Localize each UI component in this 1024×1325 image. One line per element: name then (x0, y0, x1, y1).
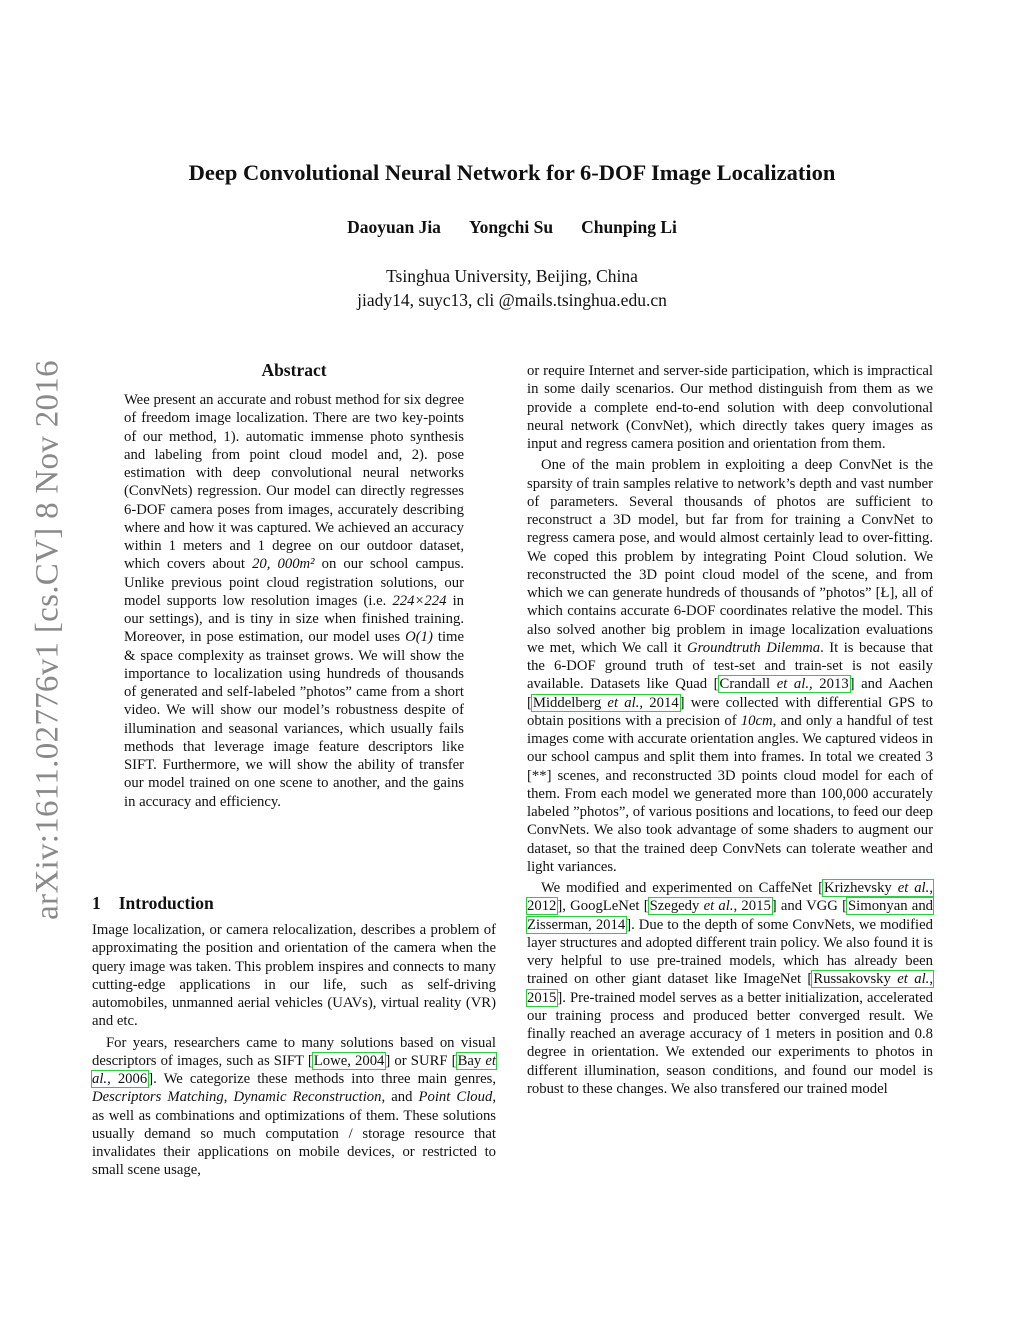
arxiv-stamp: arXiv:1611.02776v1 [cs.CV] 8 Nov 2016 (29, 360, 66, 920)
introduction-body (92, 921, 496, 1180)
author-list (0, 217, 1024, 238)
citation-link[interactable]: Szegedy et al., 2015 (649, 898, 771, 915)
citation-link[interactable]: Lowe, 2004 (313, 1052, 385, 1069)
citation-link[interactable]: Russakovsky et al., 2015 (527, 971, 934, 1006)
abstract-heading: Abstract (261, 360, 327, 380)
math-complexity: O(1) (405, 629, 433, 646)
intro-paragraph: For years, researchers came to many solutions based on visual descriptors of images, such as SIFT [Lowe, 2004] or SURF [Bay et al., 2006]. We categorize these methods into three main genres, Descriptors Matching, Dynamic Reconstruction, and Point Cloud, as well as combinations and optimizations of them. These solutions usually demand so much computation / storage resource that invalidates their applications on mobile devices, or restricted to small scene usage, (92, 1034, 496, 1179)
body-paragraph: or require Internet and server-side participation, which is impractical in some daily scenarios. Our method distinguish from them as we provide a complete end-to-end solution with deep convolutional neural network (ConvNet), which directly takes query images as input and regress camera position and orientation from them. (527, 363, 933, 452)
section-heading-introduction (92, 893, 214, 914)
author-name: Yongchi Su (468, 217, 554, 237)
paper-title: Deep Convolutional Neural Network for 6-DOF Image Localization (188, 160, 836, 185)
citation-link[interactable]: Simonyan and Zisserman, 2014 (527, 898, 934, 933)
citation-link[interactable]: Bay et al., 2006 (92, 1052, 496, 1087)
citation-link[interactable]: Crandall et al., 2013 (719, 676, 849, 693)
author-name: Chunping Li (581, 217, 677, 237)
affiliation: Tsinghua University, Beijing, China (386, 266, 638, 286)
affiliation-block (0, 264, 1024, 312)
author-emails: jiady14, suyc13, cli @mails.tsinghua.edu.cn (357, 290, 667, 310)
author-name: Daoyuan Jia (347, 217, 441, 237)
math-area: 20, 000m² (252, 556, 315, 573)
math-resolution: 224×224 (392, 592, 447, 609)
citation-link[interactable]: Krizhevsky et al., 2012 (527, 880, 933, 915)
citation-link[interactable]: Middelberg et al., 2014 (532, 694, 679, 711)
body-paragraph: One of the main problem in exploiting a deep ConvNet is the sparsity of train samples relative to network’s depth and vast number of parameters. Several thousands of photos are sufficient to reconstruct a 3D model, but far from for training a ConvNet to regress camera pose, and would almost certainly lead to over-fitting. We coped this problem by integrating Point Cloud solution. We reconstructed the 3D point cloud model of the scene, and from which we can generate hundreds of thousands of ”photos” [Ł], all of which contains accurate 6-DOF coordinates relative the model. This also solved another big problem in image localization evaluations we met, which We call it Groundtruth Dilemma. It is because that the 6-DOF ground truth of test-set and train-set is not easily available. Datasets like Quad [Crandall et al., 2013] and Aachen [Middelberg et al., 2014] were collected with differential GPS to obtain positions with a precision of 10cm, and only a handful of test images come with accurate orientation angles. We captured videos in our school campus and split them into frames. In total we created 3 [**] scenes, and reconstructed 3D points cloud model for each of them. From each model we generated more than 100,000 accurately labeled ”photos”, of various positions and locations, to feed our deep ConvNets. We also took advantage of some shaders to augment our dataset, so that the trained deep ConvNets can tolerate weather and light variances. (527, 457, 934, 875)
abstract-body (124, 391, 464, 811)
body-paragraph: We modified and experimented on CaffeNet [Krizhevsky et al., 2012], GoogLeNet [Szegedy et al., 2015] and VGG [Simonyan and Zisserman, 2014]. Due to the depth of some ConvNets, we modified layer structures and adopted different train policy. We also found it is very helpful to use pre-trained models, which has already been trained on other giant dataset like ImageNet [Russakovsky et al., 2015]. Pre-trained model serves as a better initialization, accelerated our training process and produced better converged result. We finally reached an average accuracy of 1 meters in position and 0.8 degree in orientation. We extended our experiments to photos in different illumination, season conditions, and found our model is robust to these changes. We also transfered our trained model (527, 880, 934, 1097)
abstract-paragraph: Wee present an accurate and robust method for six degree of freedom image localization. There are two key-points of our method, 1). automatic immense photo synthesis and labeling from point cloud model and, 2). pose estimation with deep convolutional neural networks (ConvNets) regression. Our model can directly regresses 6-DOF camera poses from images, accurately describing where and how it was captured. We achieved an accuracy within 1 meters and 1 degree on our outdoor dataset, which covers about 20, 000m² on our school campus. Unlike previous point cloud registration solutions, our model supports low resolution images (i.e. 224×224 in our settings), and is tiny in size when finished training. Moreover, in pose estimation, our model uses O(1) time & space complexity as trainset grows. We will show the importance to localization using hundreds of thousands of generated and self-labeled ”photos” came from a short video. We will show our model’s robustness despite of illumination and seasonal variances, which usually fails methods that leverage image feature descriptors like SIFT. Furthermore, we will show the ability of transfer our model trained on one scene to another, and the gains in accuracy and efficiency. (124, 392, 465, 810)
section-number: 1 (92, 893, 101, 913)
intro-paragraph: Image localization, or camera relocalization, describes a problem of approximating the position and orientation of the camera when the query image was taken. This problem inspires and connects to many cutting-edge applications in our life, such as self-driving automobiles, unmanned aerial vehicles (UAVs), virtual reality (VR) and etc. (92, 922, 496, 1030)
right-column-body (527, 362, 933, 1098)
section-title: Introduction (118, 893, 214, 913)
math-precision: 10cm (740, 712, 773, 729)
